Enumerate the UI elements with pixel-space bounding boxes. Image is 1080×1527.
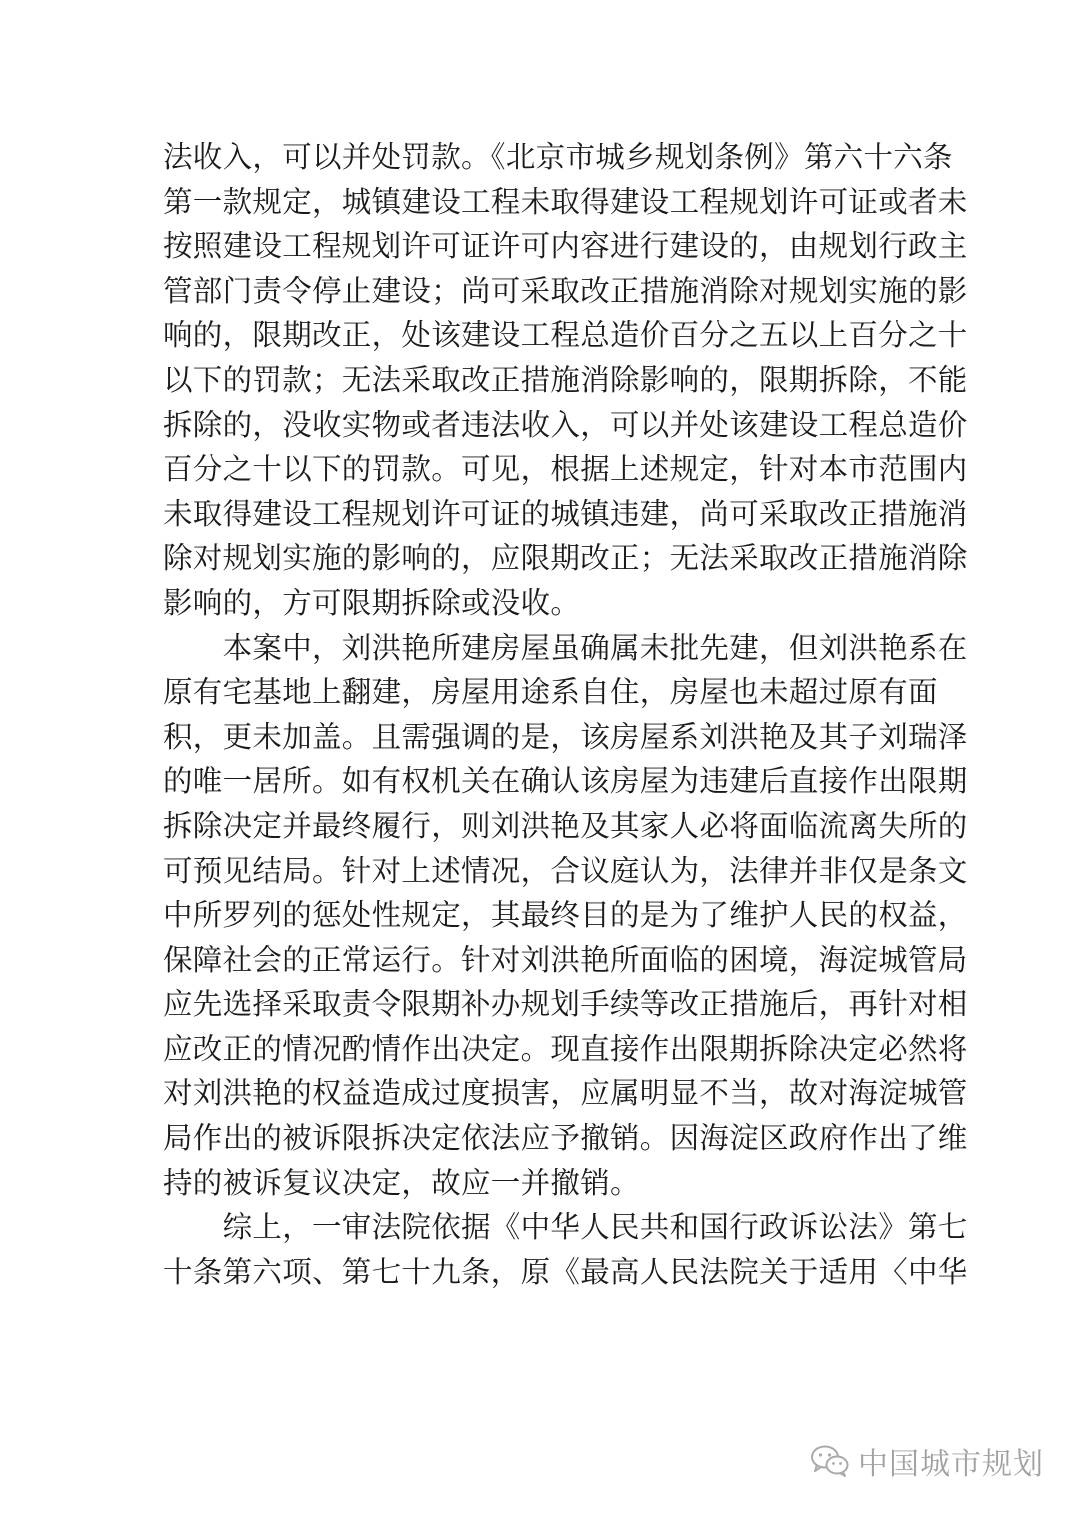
- text-line: 可预见结局。针对上述情况，合议庭认为，法律并非仅是条文: [163, 853, 968, 888]
- text-line: 本案中，刘洪艳所建房屋虽确属未批先建，但刘洪艳系在: [163, 630, 968, 665]
- text-line: 原有宅基地上翻建，房屋用途系自住，房屋也未超过原有面: [163, 675, 938, 710]
- text-line: 响的，限期改正，处该建设工程总造价百分之五以上百分之十: [163, 318, 968, 353]
- paragraph-2: [163, 626, 968, 1206]
- paragraph-1: [163, 135, 968, 626]
- text-line: 对刘洪艳的权益造成过度损害，应属明显不当，故对海淀城管: [163, 1076, 968, 1111]
- text-line: 综上，一审法院依据《中华人民共和国行政诉讼法》第七: [163, 1210, 968, 1245]
- text-line: 保障社会的正常运行。针对刘洪艳所面临的困境，海淀城管局: [163, 942, 968, 977]
- text-line: 百分之十以下的罚款。可见，根据上述规定，针对本市范围内: [163, 452, 968, 487]
- watermark: [810, 1439, 1044, 1483]
- text-line: 法收入，可以并处罚款。《北京市城乡规划条例》第六十六条: [163, 140, 953, 174]
- paragraph-3: [163, 1205, 968, 1294]
- text-line: 局作出的被诉限拆决定依法应予撤销。因海淀区政府作出了维: [163, 1121, 968, 1156]
- text-line: 影响的，方可限期拆除或没收。: [163, 585, 581, 620]
- text-line: 持的被诉复议决定，故应一并撤销。: [163, 1165, 640, 1200]
- text-line: 应改正的情况酌情作出决定。现直接作出限期拆除决定必然将: [163, 1031, 968, 1066]
- text-line: 除对规划实施的影响的，应限期改正；无法采取改正措施消除: [163, 541, 968, 576]
- watermark-text: 中国城市规划: [858, 1447, 1044, 1482]
- wechat-icon: [810, 1444, 850, 1478]
- document-body: [163, 135, 968, 1294]
- text-line: 第一款规定，城镇建设工程未取得建设工程规划许可证或者未: [163, 184, 968, 219]
- text-line: 积，更未加盖。且需强调的是，该房屋系刘洪艳及其子刘瑞泽: [163, 719, 968, 754]
- text-line: 拆除决定并最终履行，则刘洪艳及其家人必将面临流离失所的: [163, 808, 968, 843]
- text-line: 按照建设工程规划许可证许可内容进行建设的，由规划行政主: [163, 229, 968, 264]
- text-line: 管部门责令停止建设；尚可采取改正措施消除对规划实施的影: [163, 273, 968, 308]
- text-line: 以下的罚款；无法采取改正措施消除影响的，限期拆除，不能: [163, 362, 968, 397]
- text-line: 中所罗列的惩处性规定，其最终目的是为了维护人民的权益，: [163, 898, 968, 933]
- text-line: 未取得建设工程规划许可证的城镇违建，尚可采取改正措施消: [163, 496, 968, 531]
- text-line: 应先选择采取责令限期补办规划手续等改正措施后，再针对相: [163, 987, 968, 1022]
- text-line: 拆除的，没收实物或者违法收入，可以并处该建设工程总造价: [163, 407, 968, 442]
- text-line: 十条第六项、第七十九条，原《最高人民法院关于适用〈中华: [163, 1254, 968, 1289]
- text-line: 的唯一居所。如有权机关在确认该房屋为违建后直接作出限期: [163, 764, 968, 799]
